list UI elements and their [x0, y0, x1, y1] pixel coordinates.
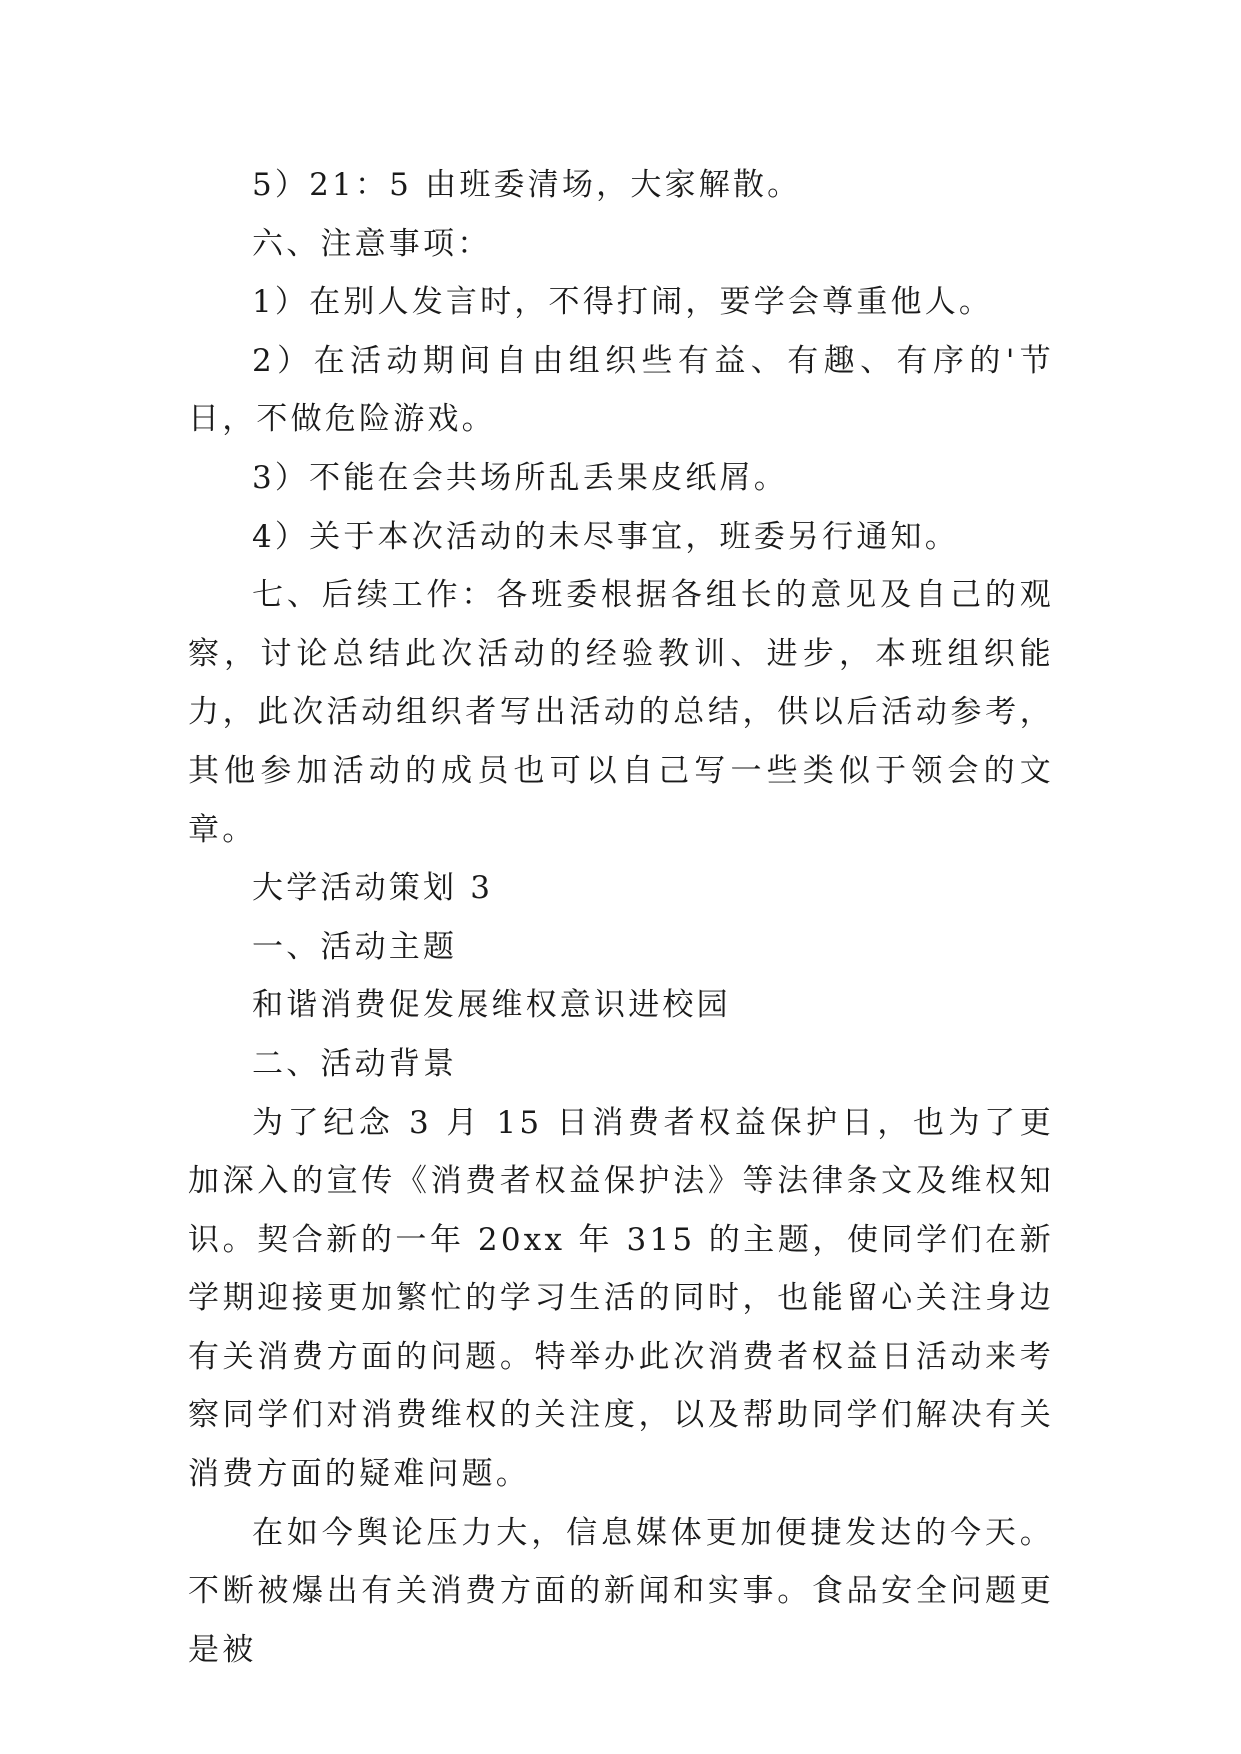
- paragraph-note-2: 2）在活动期间自由组织些有益、有趣、有序的'节日，不做危险游戏。: [188, 342, 1054, 438]
- paragraph-background-2: 在如今舆论压力大，信息媒体更加便捷发达的今天。不断被爆出有关消费方面的新闻和实事。食品安全问题更是被: [188, 1514, 1054, 1668]
- heading-notes: 六、注意事项：: [252, 225, 492, 262]
- paragraph-note-4: 4）关于本次活动的未尽事宜，班委另行通知。: [252, 518, 959, 555]
- paragraph-closing-step: 5）21：5 由班委清场，大家解散。: [252, 167, 802, 203]
- heading-activity-background: 二、活动背景: [252, 1045, 458, 1082]
- paragraph-note-1: 1）在别人发言时，不得打闹，要学会尊重他人。: [252, 284, 994, 321]
- document-body: [188, 156, 1054, 1679]
- section-title-plan-3: 大学活动策划 3: [252, 870, 494, 907]
- paragraph-theme: 和谐消费促发展维权意识进校园: [252, 987, 731, 1024]
- heading-activity-theme: 一、活动主题: [252, 928, 458, 965]
- paragraph-follow-up: 七、后续工作：各班委根据各组长的意见及自己的观察，讨论总结此次活动的经验教训、进步，本班组织能力，此次活动组织者写出活动的总结，供以后活动参考，其他参加活动的成员也可以自己写一些类似于领会的文章。: [188, 577, 1054, 848]
- paragraph-background-1: 为了纪念 3 月 15 日消费者权益保护日，也为了更加深入的宣传《消费者权益保护法》等法律条文及维权知识。契合新的一年 20xx 年 315 的主题，使同学们在新学期迎接更加繁忙的学习生活的同时，也能留心关注身边有关消费方面的问题。特举办此次消费者权益日活动来考察同学们对消费维权的关注度，以及帮助同学们解决有关消费方面的疑难问题。: [188, 1104, 1054, 1493]
- paragraph-note-3: 3）不能在会共场所乱丢果皮纸屑。: [252, 459, 788, 496]
